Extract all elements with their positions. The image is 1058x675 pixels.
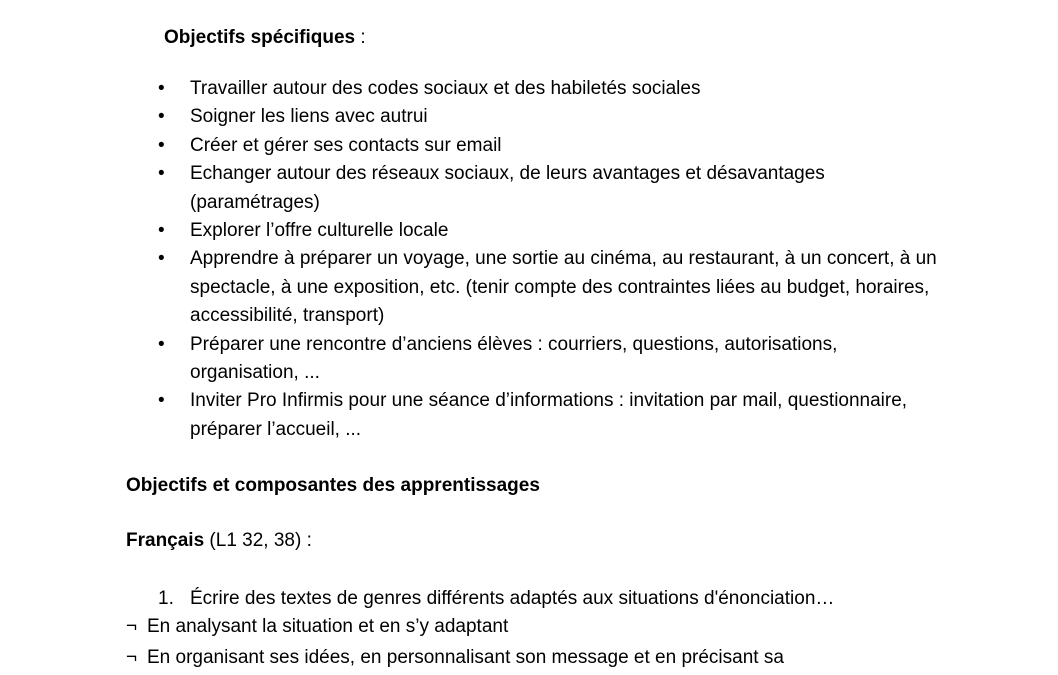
sub-item-text: En organisant ses idées, en personnalisant son message et en précisant sa (147, 647, 784, 668)
bullet-marker: • (158, 134, 165, 156)
negation-marker: ¬ (126, 647, 138, 668)
list-item (158, 75, 938, 103)
list-item (158, 331, 938, 388)
specific-objectives-list (158, 75, 938, 444)
specific-objectives-heading (164, 26, 366, 50)
french-heading (126, 527, 312, 555)
learning-objectives-heading: Objectifs et composantes des apprentissages (126, 475, 540, 496)
list-item-text: Inviter Pro Infirmis pour une séance d’informations : invitation par mail, questionnaire, préparer l’accueil, ... (190, 390, 908, 440)
bullet-marker: • (158, 248, 165, 270)
list-item-text: Apprendre à préparer un voyage, une sortie au cinéma, au restaurant, à un concert, à un spectacle, à une exposition, etc. (tenir compte des contraintes liées au budget, horaires, accessibilité, transport) (190, 248, 937, 327)
item-number: 1. (158, 588, 174, 609)
list-item (158, 387, 938, 444)
list-item-text: Soigner les liens avec autrui (190, 106, 428, 128)
bullet-marker: • (158, 390, 165, 412)
list-item-text: Préparer une rencontre d’anciens élèves : courriers, questions, autorisations, organisation, ... (190, 333, 838, 384)
sub-item-text: En analysant la situation et en s’y adaptant (147, 616, 509, 637)
bullet-marker: • (158, 106, 165, 128)
list-item-text: Echanger autour des réseaux sociaux, de leurs avantages et désavantages (paramétrages) (190, 163, 825, 213)
list-item (158, 245, 938, 330)
list-item (158, 132, 938, 160)
sub-item (126, 644, 784, 672)
list-item-text: Travailler autour des codes sociaux et des habiletés sociales (190, 78, 701, 99)
item-text: Écrire des textes de genres différents adaptés aux situations d'énonciation… (190, 588, 835, 609)
specific-objectives-colon: : (355, 27, 366, 48)
list-item (158, 160, 938, 217)
list-item-text: Créer et gérer ses contacts sur email (190, 134, 502, 156)
list-item-text: Explorer l’offre culturelle locale (190, 220, 449, 242)
french-reference: (L1 32, 38) : (204, 530, 312, 551)
numbered-item (158, 585, 834, 613)
list-item (158, 217, 938, 245)
negation-marker: ¬ (126, 616, 138, 637)
specific-objectives-title: Objectifs spécifiques (164, 27, 356, 48)
sub-item (126, 613, 508, 641)
bullet-marker: • (158, 333, 165, 355)
bullet-marker: • (158, 220, 165, 242)
bullet-marker: • (158, 78, 165, 99)
list-item (158, 103, 938, 131)
bullet-marker: • (158, 163, 165, 185)
french-title: Français (126, 530, 205, 551)
